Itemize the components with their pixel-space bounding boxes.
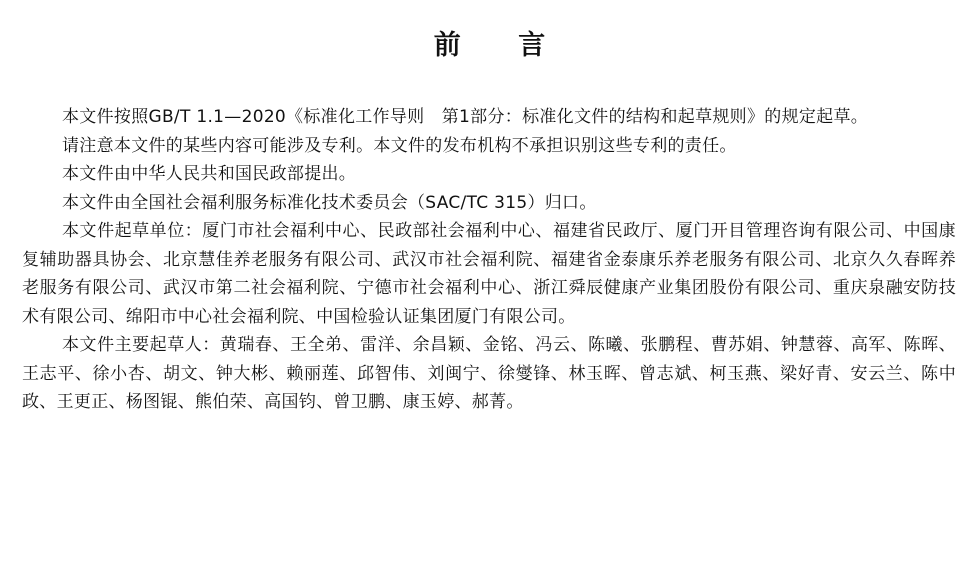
paragraph-standard-basis: 本文件按照GB/T 1.1—2020《标准化工作导则 第1部分：标准化文件的结构和起草规则》的规定起草。 (62, 107, 869, 127)
paragraph-drafting-units: 本文件起草单位：厦门市社会福利中心、民政部社会福利中心、福建省民政厅、厦门开目管理咨询有限公司、中国康复辅助器具协会、北京慧佳养老服务有限公司、武汉市社会福利院、福建省金泰康乐养老服务有限公司、北京久久春晖养老服务有限公司、武汉市第二社会福利院、宁德市社会福利中心、浙江舜辰健康产业集团股份有限公司、重庆泉融安防技术有限公司、绵阳市中心社会福利院、中国检验认证集团厦门有限公司。 (22, 221, 956, 327)
paragraph-technical-committee: 本文件由全国社会福利服务标准化技术委员会（SAC/TC 315）归口。 (62, 192, 597, 213)
page-title: 前 言 (433, 30, 570, 61)
paragraph-patent-notice: 请注意本文件的某些内容可能涉及专利。本文件的发布机构不承担识别这些专利的责任。 (62, 135, 737, 156)
paragraph-proposer: 本文件由中华人民共和国民政部提出。 (62, 164, 357, 184)
paragraph-main-drafters: 本文件主要起草人：黄瑞春、王全弟、雷洋、余昌颖、金铭、冯云、陈曦、张鹏程、曹苏娟、钟慧蓉、高军、陈晖、王志平、徐小杏、胡文、钟大彬、赖丽莲、邱智伟、刘闽宁、徐燮锋、林玉晖、曾志斌、柯玉燕、梁好青、安云兰、陈中政、王更正、杨图锟、熊伯荣、高国钧、曾卫鹏、康玉婷、郝菁。 (22, 335, 956, 412)
foreword-body (22, 103, 956, 417)
